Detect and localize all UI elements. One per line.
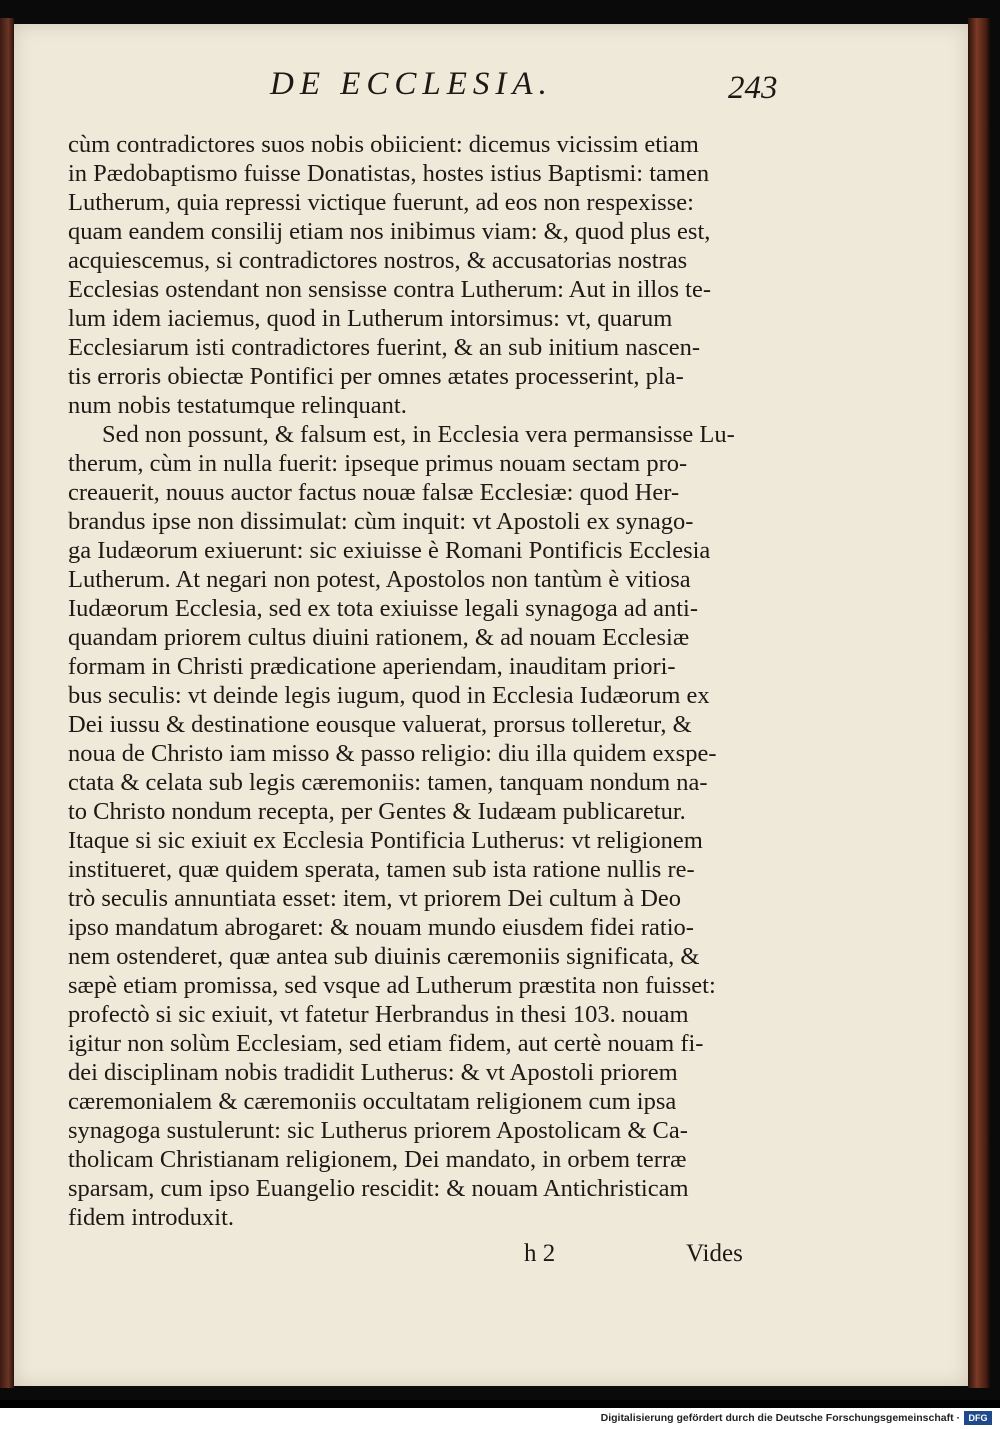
text-line: igitur non solùm Ecclesiam, sed etiam fidem, aut certè nouam fi- xyxy=(68,1030,704,1057)
text-line: Iudæorum Ecclesia, sed ex tota exiuisse legali synagoga ad anti- xyxy=(68,595,699,622)
text-line: to Christo nondum recepta, per Gentes & Iudæam publicaretur. xyxy=(68,798,686,825)
text-line: ctata & celata sub legis cæremoniis: tamen, tanquam nondum na- xyxy=(68,769,708,796)
text-line: bus seculis: vt deinde legis iugum, quod in Ecclesia Iudæorum ex xyxy=(68,682,710,709)
book-spine-edge xyxy=(0,18,14,1388)
text-line: tis erroris obiectæ Pontifici per omnes ætates processerint, pla- xyxy=(68,363,684,390)
text-line: synagoga sustulerunt: sic Lutherus priorem Apostolicam & Ca- xyxy=(68,1117,688,1144)
text-line: institueret, quæ quidem sperata, tamen sub ista ratione nullis re- xyxy=(68,856,695,883)
text-line: Lutherum. At negari non potest, Apostolos non tantùm è vitiosa xyxy=(68,566,691,593)
text-line: dei disciplinam nobis tradidit Lutherus: & vt Apostoli priorem xyxy=(68,1059,678,1086)
text-line: cùm contradictores suos nobis obiicient: dicemus vicissim etiam xyxy=(68,131,699,158)
text-line: cæremonialem & cæremoniis occultatam religionem cum ipsa xyxy=(68,1088,677,1115)
text-line: quandam priorem cultus diuini rationem, & ad nouam Ecclesiæ xyxy=(68,624,690,651)
text-line: tholicam Christianam religionem, Dei mandato, in orbem terræ xyxy=(68,1146,687,1173)
text-line: quam eandem consilij etiam nos inibimus viam: &, quod plus est, xyxy=(68,218,711,245)
text-line: in Pædobaptismo fuisse Donatistas, hostes istius Baptismi: tamen xyxy=(68,160,710,187)
text-line: num nobis testatumque relinquant. xyxy=(68,392,407,419)
text-line: nem ostenderet, quæ antea sub diuinis cæremoniis significata, & xyxy=(68,943,700,970)
text-line: Dei iussu & destinatione eousque valuerat, prorsus tolleretur, & xyxy=(68,711,692,738)
running-title: DE ECCLESIA. xyxy=(270,66,553,102)
text-line: Ecclesiarum isti contradictores fuerint, & an sub initium nascen- xyxy=(68,334,701,361)
book-cover-edge xyxy=(968,18,990,1388)
text-line: brandus ipse non dissimulat: cùm inquit: vt Apostoli ex synago- xyxy=(68,508,694,535)
text-line: creauerit, nouus auctor factus nouæ falsæ Ecclesiæ: quod Her- xyxy=(68,479,680,506)
text-line: ga Iudæorum exiuerunt: sic exiuisse è Romani Pontificis Ecclesia xyxy=(68,537,711,564)
body-text xyxy=(68,130,788,1232)
text-line: therum, cùm in nulla fuerit: ipseque primus nouam sectam pro- xyxy=(68,450,688,477)
text-line: formam in Christi prædicatione aperiendam, inauditam priori- xyxy=(68,653,676,680)
text-line: Ecclesias ostendant non sensisse contra Lutherum: Aut in illos te- xyxy=(68,276,711,303)
page-number: 243 xyxy=(728,70,778,106)
paragraph-start-line: Sed non possunt, & falsum est, in Ecclesia vera permansisse Lu- xyxy=(102,421,735,448)
text-line: ipso mandatum abrogaret: & nouam mundo eiusdem fidei ratio- xyxy=(68,914,694,941)
dfg-logo: DFG xyxy=(964,1411,992,1425)
funding-bar xyxy=(0,1408,1000,1429)
text-line: lum idem iaciemus, quod in Lutherum intorsimus: vt, quarum xyxy=(68,305,673,332)
text-line: noua de Christo iam misso & passo religio: diu illa quidem exspe- xyxy=(68,740,717,767)
text-line: fidem introduxit. xyxy=(68,1204,235,1231)
funding-notice: Digitalisierung gefördert durch die Deutsche Forschungsgemeinschaft · xyxy=(600,1412,960,1424)
text-line: profectò si sic exiuit, vt fatetur Herbrandus in thesi 103. nouam xyxy=(68,1001,689,1028)
text-line: trò seculis annuntiata esset: item, vt priorem Dei cultum à Deo xyxy=(68,885,682,912)
text-line: sparsam, cum ipso Euangelio rescidit: & nouam Antichristicam xyxy=(68,1175,689,1202)
text-line: acquiescemus, si contradictores nostros, & accusatorias nostras xyxy=(68,247,688,274)
text-line: Lutherum, quia repressi victique fuerunt, ad eos non respexisse: xyxy=(68,189,694,216)
signature-mark: h 2 xyxy=(524,1240,556,1267)
text-line: sæpè etiam promissa, sed vsque ad Lutherum præstita non fuisset: xyxy=(68,972,716,999)
text-line: Itaque si sic exiuit ex Ecclesia Pontificia Lutherus: vt religionem xyxy=(68,827,703,854)
catchword: Vides xyxy=(686,1240,743,1267)
